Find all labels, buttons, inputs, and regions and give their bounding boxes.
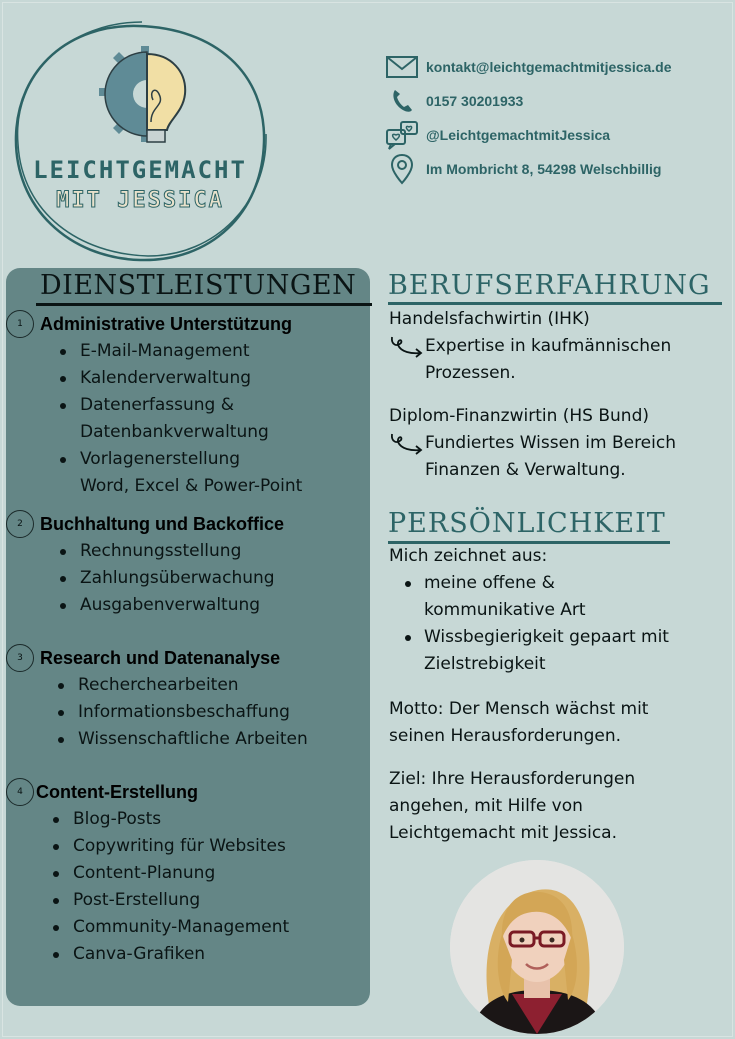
list-item: Blog-Posts (73, 806, 370, 833)
section-title: Administrative Unterstützung (40, 313, 293, 334)
gear-bulb-logo-icon (10, 18, 270, 264)
section-number-badge: 2 (6, 510, 34, 538)
contact-address-row (384, 152, 729, 186)
list-item-continuation: Word, Excel & Power-Point (80, 476, 303, 496)
list-item: Wissenschaftliche Arbeiten (78, 726, 370, 753)
phone-icon (384, 86, 420, 116)
list-item: meine offene & (400, 570, 669, 597)
curved-arrow-icon (389, 432, 425, 458)
contact-address: Im Mombricht 8, 54298 Welschbillig (426, 161, 662, 177)
logo (10, 18, 270, 264)
list-item: E-Mail-Management (80, 338, 370, 365)
experience-detail-line: Fundiertes Wissen im Bereich (425, 433, 676, 453)
list-item: Kalenderverwaltung (80, 365, 370, 392)
personality-list (400, 570, 669, 678)
service-section-3 (6, 644, 370, 753)
contact-phone-row (384, 84, 729, 118)
service-list (78, 672, 370, 753)
service-list (73, 806, 370, 968)
services-heading-rule (36, 303, 372, 306)
logo-subtitle: MIT JESSICA (56, 188, 224, 213)
list-item: Copywriting für Websites (73, 833, 370, 860)
list-item: Community-Management (73, 914, 370, 941)
list-item: Wissbegierigkeit gepaart mit (400, 624, 669, 651)
service-list (80, 338, 370, 500)
list-item: Datenerfassung & (80, 392, 370, 419)
contact-block (384, 50, 729, 186)
logo-title: LEICHTGEMACHT (33, 156, 247, 184)
section-title: Buchhaltung und Backoffice (40, 513, 285, 534)
service-section-2 (6, 510, 370, 619)
service-section-header (6, 310, 370, 338)
experience-heading: BERUFSERFAHRUNG (388, 270, 711, 301)
list-item-continuation: Datenbankverwaltung (80, 422, 269, 442)
profile-photo (450, 860, 624, 1034)
section-number-badge: 4 (6, 778, 34, 806)
personality-heading: PERSÖNLICHKEIT (388, 508, 666, 539)
experience-detail-line: Expertise in kaufmännischen (425, 336, 672, 356)
service-section-4 (6, 778, 370, 968)
list-item: Zahlungsüberwachung (80, 565, 370, 592)
section-title: Research und Datenanalyse (40, 647, 281, 668)
contact-email[interactable]: kontakt@leichtgemachtmitjessica.de (426, 59, 672, 75)
contact-social-row (384, 118, 729, 152)
list-item: Recherchearbeiten (78, 672, 370, 699)
service-section-header (6, 644, 370, 672)
section-number-badge: 1 (6, 310, 34, 338)
list-item: Content-Planung (73, 860, 370, 887)
list-item: Canva-Grafiken (73, 941, 370, 968)
service-section-header (6, 510, 370, 538)
contact-phone[interactable]: 0157 30201933 (426, 93, 524, 109)
list-item: Post-Erstellung (73, 887, 370, 914)
chat-hearts-icon (384, 120, 420, 150)
service-list (80, 538, 370, 619)
service-section-1 (6, 310, 370, 500)
list-item-continuation: Zielstrebigkeit (424, 654, 546, 674)
goal-line-3: Leichtgemacht mit Jessica. (389, 823, 617, 843)
motto-line-2: seinen Herausforderungen. (389, 726, 622, 746)
services-heading: DIENSTLEISTUNGEN (40, 270, 357, 301)
section-title: Content-Erstellung (36, 781, 198, 802)
experience-detail-line: Prozessen. (425, 363, 516, 383)
motto-line-1: Motto: Der Mensch wächst mit (389, 699, 649, 719)
goal-line-2: angehen, mit Hilfe von (389, 796, 583, 816)
experience-title-2: Diplom-Finanzwirtin (HS Bund) (389, 406, 650, 426)
goal-line-1: Ziel: Ihre Herausforderungen (389, 769, 636, 789)
list-item: Informationsbeschaffung (78, 699, 370, 726)
curved-arrow-icon (389, 335, 425, 361)
experience-detail-line: Finanzen & Verwaltung. (425, 460, 626, 480)
experience-title-1: Handelsfachwirtin (IHK) (389, 309, 590, 329)
list-item: Vorlagenerstellung (80, 446, 370, 473)
list-item: Rechnungsstellung (80, 538, 370, 565)
contact-email-row (384, 50, 729, 84)
list-item: Ausgabenverwaltung (80, 592, 370, 619)
list-item-continuation: kommunikative Art (424, 600, 586, 620)
service-section-header (6, 778, 370, 806)
personality-intro: Mich zeichnet aus: (389, 546, 548, 566)
contact-social[interactable]: @LeichtgemachtmitJessica (426, 127, 611, 143)
section-number-badge: 3 (6, 644, 34, 672)
experience-heading-rule (388, 302, 722, 305)
location-pin-icon (384, 154, 420, 184)
envelope-icon (384, 52, 420, 82)
